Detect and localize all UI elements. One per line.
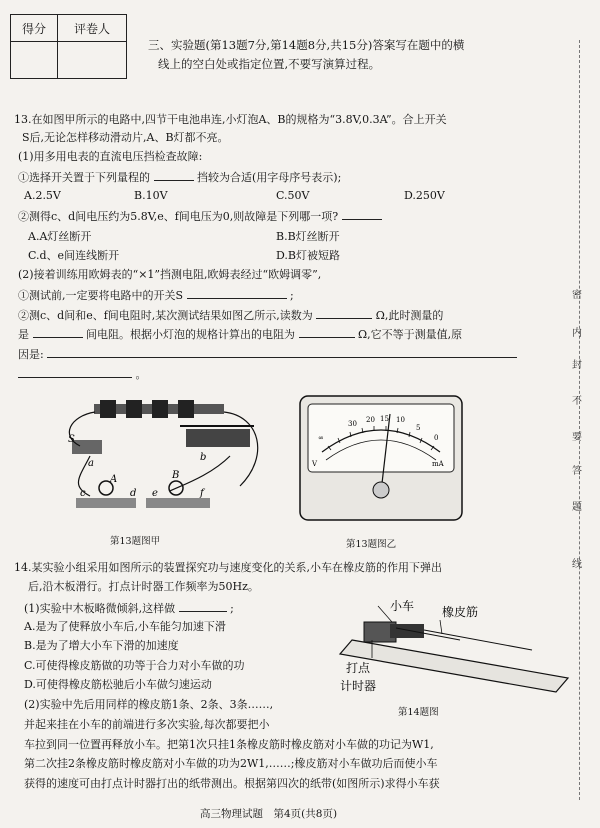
q13-part1a: ①选择开关置于下列量程的 挡较为合适(用字母序号表示);: [18, 171, 342, 184]
q13-part2b: ②测c、d间和e、f间电阻时,某次测试结果如图乙所示,读数为 Ω,此时测量的: [18, 309, 444, 322]
answer-blank-range[interactable]: [154, 169, 194, 181]
q14-part2-line5: 获得的速度可由打点计时器打出的纸带测出。根据第四次的纸带(如图所示)求得小车获: [24, 777, 440, 790]
label-lamp-b: B: [172, 470, 180, 481]
scale-0: 0: [434, 434, 439, 442]
answer-blank-calc[interactable]: [299, 326, 355, 338]
label-e: e: [152, 488, 158, 499]
side-char: 题: [572, 502, 582, 513]
zero-adjust-knob: [373, 482, 389, 498]
label-d: d: [130, 488, 137, 499]
figure-13b-caption: 第13题图乙: [346, 539, 397, 550]
score-cell[interactable]: [11, 42, 58, 79]
q13-part1: (1)用多用电表的直流电压挡检查故障:: [18, 150, 203, 163]
label-a: a: [88, 458, 94, 469]
q13-part2b-reason: 因是:: [18, 346, 517, 362]
figure-13a-caption: 第13题图甲: [110, 536, 161, 547]
grader-header: 评卷人: [58, 15, 127, 42]
scale-15: 15: [380, 415, 389, 423]
side-char: 线: [572, 559, 582, 570]
label-lamp-a: A: [110, 474, 118, 485]
side-char: 封: [572, 360, 582, 371]
label-f: f: [200, 488, 204, 499]
side-char: 不: [572, 396, 582, 407]
figure-13-meter: [298, 394, 466, 524]
option-a-fault: A.A灯丝断开: [28, 230, 92, 243]
label-c: c: [80, 488, 86, 499]
scale-20: 20: [366, 416, 375, 424]
q14-part2-line4: 第二次挂2条橡皮筋时橡皮筋对小车做的功为2W1,……;橡皮筋对小车做功后而使小车: [24, 757, 438, 770]
q14-part2-line2: 并起来挂在小车的前端进行多次实验,每次都要把小: [24, 718, 270, 731]
answer-blank-between[interactable]: [33, 326, 83, 338]
scale-30: 30: [348, 420, 357, 428]
q14-part2-line1: (2)实验中先后用同样的橡皮筋1条、2条、3条……,: [24, 698, 274, 711]
answer-blank-tilt[interactable]: [179, 600, 227, 612]
section-heading-line2: 线上的空白处或指定位置,不要写演算过程。: [158, 57, 381, 71]
side-char: 密: [572, 290, 582, 301]
seal-line: [579, 40, 580, 800]
label-rubber-band: 橡皮筋: [442, 605, 479, 619]
q14-option-d: D.可使得橡皮筋松驰后小车做匀速运动: [24, 678, 212, 691]
q13-part1b: ②测得c、d间电压约为5.8V,e、f间电压为0,则故障是下列哪一项?: [18, 208, 382, 224]
grader-cell[interactable]: [58, 42, 127, 79]
side-char: 答: [572, 466, 582, 477]
option-a-range: A.2.5V: [24, 189, 61, 202]
q13-part2b-reason2: 。: [18, 366, 147, 382]
score-header: 得分: [11, 15, 58, 42]
option-c-range: C.50V: [276, 189, 310, 202]
q14-option-c: C.可使得橡皮筋做的功等于合力对小车做的功: [24, 659, 245, 672]
label-timer-2: 计时器: [340, 679, 377, 693]
battery-cell-icon: [100, 400, 116, 418]
cart-icon: [390, 624, 424, 638]
side-char: 内: [572, 328, 582, 339]
battery-cell-icon: [178, 400, 194, 418]
switch-icon: [72, 440, 102, 454]
scale-5: 5: [416, 424, 421, 432]
answer-blank-fault[interactable]: [342, 208, 382, 220]
q14-part2-line3: 车拉到同一位置再释放小车。把第1次只挂1条橡皮筋时橡皮筋对小车做的功记为W1,: [24, 738, 434, 751]
scale-10: 10: [396, 416, 405, 424]
section-heading-line1: 三、实验题(第13题7分,第14题8分,共15分)答案写在题中的横: [148, 38, 465, 52]
q14-option-b: B.是为了增大小车下滑的加速度: [24, 639, 179, 652]
option-d-fault: D.B灯被短路: [276, 249, 341, 262]
option-c-fault: C.d、e间连线断开: [28, 249, 120, 262]
lamp-base-a: [76, 498, 136, 508]
score-table: [10, 14, 127, 79]
scale-v: V: [312, 460, 318, 468]
q13-part2a: ①测试前,一定要将电路中的开关S ;: [18, 289, 294, 302]
page-footer: 高三物理试题 第4页(共8页): [200, 808, 338, 820]
lamp-base-b: [146, 498, 210, 508]
label-car: 小车: [390, 600, 415, 613]
label-timer-1: 打点: [346, 661, 371, 675]
option-d-range: D.250V: [404, 189, 445, 202]
option-b-range: B.10V: [134, 189, 168, 202]
answer-blank-reason2[interactable]: [18, 366, 132, 378]
figure-14-apparatus: [332, 600, 570, 700]
q14-part1: (1)实验中木板略微倾斜,这样做 ;: [24, 602, 234, 615]
figure-13-circuit: [40, 396, 280, 524]
q13-stem-line2: S后,无论怎样移动滑动片,A、B灯都不亮。: [22, 131, 229, 144]
figure-14-caption: 第14题图: [398, 707, 439, 718]
answer-blank-reason1[interactable]: [47, 346, 517, 358]
side-char: 要: [572, 432, 582, 443]
battery-cell-icon: [126, 400, 142, 418]
q13-stem-line1: 13.在如图甲所示的电路中,四节干电池串连,小灯泡A、B的规格为“3.8V,0.3A”。合上开关: [14, 113, 447, 126]
q14-option-a: A.是为了使释放小车后,小车能匀加速下滑: [24, 620, 226, 633]
answer-blank-reading[interactable]: [316, 307, 372, 319]
q13-part2: (2)接着训练用欧姆表的“×1”挡测电阻,欧姆表经过“欧姆调零”,: [18, 268, 322, 281]
answer-blank-switch[interactable]: [187, 287, 287, 299]
q13-part2b-cont: 是 间电阻。根据小灯泡的规格计算出的电阻为 Ω,它不等于测量值,原: [18, 328, 463, 341]
rheostat-icon: [186, 429, 250, 447]
battery-cell-icon: [152, 400, 168, 418]
scale-ma: mA: [432, 460, 444, 468]
label-b: b: [200, 452, 207, 463]
q14-stem-line2: 后,沿木板滑行。打点计时器工作频率为50Hz。: [28, 580, 259, 593]
label-s: S: [68, 434, 75, 445]
scale-infinity: ∞: [318, 434, 324, 442]
option-b-fault: B.B灯丝断开: [276, 230, 340, 243]
paper-tape: [424, 630, 532, 650]
q14-stem-line1: 14.某实验小组采用如图所示的装置探究功与速度变化的关系,小车在橡皮筋的作用下弹出: [14, 561, 442, 574]
